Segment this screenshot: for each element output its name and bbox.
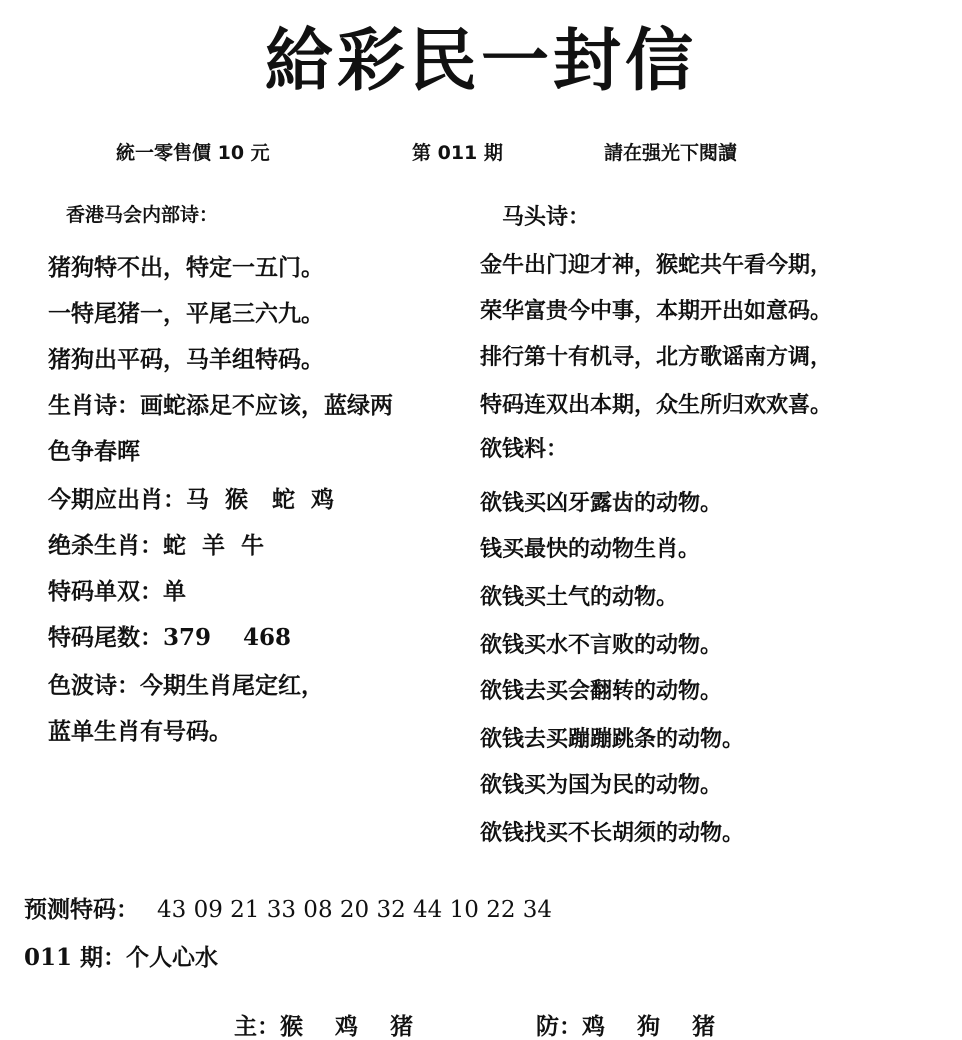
left-line: 色波诗：今期生肖尾定红， — [48, 672, 324, 699]
poem-line: 排行第十有机寻，北方歌谣南方调， — [480, 344, 833, 370]
left-line: 猪狗特不出，特定一五门。 — [48, 254, 324, 281]
left-line: 特码单双：单 — [48, 578, 186, 605]
issue-label: 第 011 期 — [412, 142, 503, 164]
riddle-line: 欲钱去买会翻转的动物。 — [480, 678, 723, 704]
riddle-line: 欲钱买水不言败的动物。 — [480, 632, 723, 658]
main-value: 猴 鸡 猪 — [280, 1013, 414, 1040]
page-title: 給彩民一封信 — [264, 22, 697, 101]
period-text: 个人心水 — [126, 944, 219, 971]
left-line: 生肖诗：画蛇添足不应该，蓝绿两 — [48, 392, 393, 419]
riddle-line: 钱买最快的动物生肖。 — [480, 536, 701, 562]
main-label: 主： — [234, 1013, 281, 1040]
left-line: 今期应出肖：马 猴 蛇 鸡 — [48, 486, 335, 513]
period-row — [24, 946, 218, 969]
poem-line: 特码连双出本期，众生所归欢欢喜。 — [480, 392, 833, 418]
riddle-line: 欲钱买土气的动物。 — [480, 584, 679, 610]
riddle-heading: 欲钱料： — [480, 436, 569, 462]
prediction-numbers: 43 09 21 33 08 20 32 44 10 22 34 — [157, 897, 553, 923]
guard-label: 防： — [536, 1013, 583, 1040]
guard-value: 鸡 狗 猪 — [582, 1013, 716, 1040]
main-pick — [218, 992, 413, 1038]
riddle-line: 欲钱买凶牙露齿的动物。 — [480, 490, 723, 516]
prediction-label: 预测特码： — [24, 896, 139, 923]
left-line: 蓝单生肖有号码。 — [48, 718, 232, 745]
guard-pick — [520, 992, 715, 1038]
left-line: 绝杀生肖：蛇 羊 牛 — [48, 532, 265, 559]
left-line: 猪狗出平码，马羊组特码。 — [48, 346, 324, 373]
price-label: 統一零售價 10 元 — [116, 142, 270, 164]
left-line: 特码尾数：379 468 — [48, 624, 292, 651]
prediction-row — [24, 898, 552, 922]
riddle-line: 欲钱找买不长胡须的动物。 — [480, 820, 745, 846]
left-line: 一特尾猪一，平尾三六九。 — [48, 300, 324, 327]
left-line: 色争春晖 — [48, 438, 140, 465]
poem-line: 荣华富贵今中事，本期开出如意码。 — [480, 298, 833, 324]
right-heading: 马头诗： — [502, 204, 591, 230]
riddle-line: 欲钱去买蹦蹦跳条的动物。 — [480, 726, 745, 752]
riddle-line: 欲钱买为国为民的动物。 — [480, 772, 723, 798]
poem-line: 金牛出门迎才神，猴蛇共午看今期， — [480, 252, 833, 278]
period-label: 011 期： — [24, 944, 127, 971]
reading-note: 請在强光下閱讀 — [604, 142, 738, 164]
left-heading: 香港马会内部诗： — [66, 204, 219, 226]
